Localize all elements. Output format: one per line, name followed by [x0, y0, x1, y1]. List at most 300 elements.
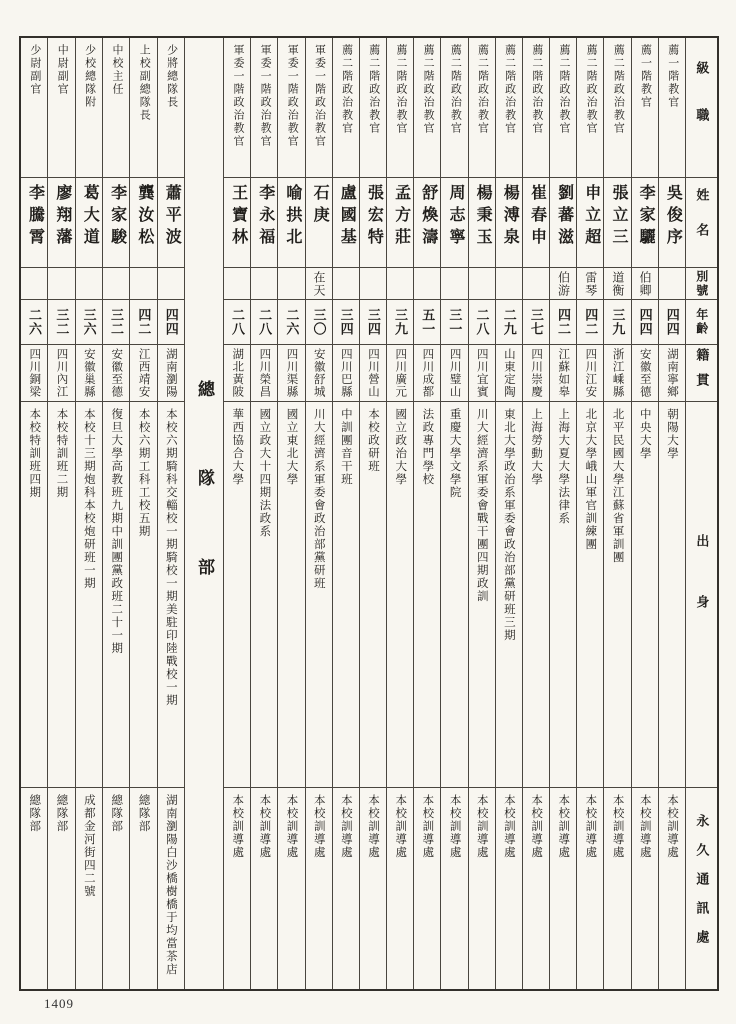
person-name: 盧國基 [338, 184, 356, 250]
origin-text-cell [158, 402, 184, 788]
alias-text-cell [306, 268, 332, 300]
age-text: 五一 [420, 308, 436, 336]
section-divider-cell [185, 38, 223, 989]
age-text: 三二 [109, 308, 124, 336]
header-rank [686, 38, 717, 178]
native-place-text: 湖北黃陂 [231, 348, 244, 398]
address-text-cell [659, 788, 685, 985]
rank-text: 薦二階政治教官 [585, 44, 598, 135]
person-name: 劉蕃滋 [555, 184, 573, 250]
header-address-label: 永久通訊處 [694, 814, 710, 959]
origin-text: 國立政治大學 [394, 408, 407, 486]
address-text: 本校訓導處 [638, 794, 651, 859]
person-name-cell [550, 178, 576, 268]
person-column [603, 38, 630, 989]
address-text-cell [550, 788, 576, 985]
native-place-text: 四川榮昌 [258, 348, 271, 398]
rank-text-cell [278, 38, 304, 178]
address-text: 本校訓導處 [312, 794, 325, 859]
person-name-cell [333, 178, 359, 268]
person-name-cell [577, 178, 603, 268]
origin-text-cell [604, 402, 630, 788]
age-text-cell [414, 300, 440, 345]
person-name-cell [414, 178, 440, 268]
origin-text-cell [550, 402, 576, 788]
address-text: 本校訓導處 [448, 794, 461, 859]
person-name: 楊溥泉 [501, 184, 519, 250]
native-place-text: 四川宜賓 [475, 348, 488, 398]
rank-text: 薦一階教官 [639, 44, 652, 109]
origin-text-cell [306, 402, 332, 788]
person-column [495, 38, 522, 989]
person-name-cell [632, 178, 658, 268]
alias-text: 伯卿 [638, 270, 653, 297]
origin-text-cell [76, 402, 102, 788]
native-place-text-cell [496, 345, 522, 402]
alias-text: 伯游 [556, 270, 571, 297]
origin-text-cell [523, 402, 549, 788]
native-place-text-cell [333, 345, 359, 402]
person-name-cell [76, 178, 102, 268]
address-text-cell [76, 788, 102, 985]
person-name-cell [604, 178, 630, 268]
native-place-text: 安徽舒城 [312, 348, 325, 398]
origin-text: 上海大夏大學法律系 [557, 408, 570, 525]
rank-text: 上校副總隊長 [138, 44, 151, 122]
rank-text: 薦二階政治教官 [367, 44, 380, 135]
address-text: 總隊部 [55, 794, 68, 833]
address-text: 本校訓導處 [665, 794, 678, 859]
origin-text: 本校政研班 [367, 408, 380, 473]
person-column [413, 38, 440, 989]
native-place-text-cell [577, 345, 603, 402]
native-place-text: 四川巴縣 [339, 348, 352, 398]
address-text-cell [278, 788, 304, 985]
age-text-cell [333, 300, 359, 345]
age-text-cell [306, 300, 332, 345]
alias-text: 雷琴 [583, 270, 598, 297]
rank-text-cell [659, 38, 685, 178]
address-text-cell [130, 788, 156, 985]
native-place-text: 安徽至德 [638, 348, 651, 398]
person-name: 申立超 [582, 184, 600, 250]
rank-text-cell [306, 38, 332, 178]
origin-text-cell [251, 402, 277, 788]
origin-text: 朝陽大學 [665, 408, 678, 460]
rank-text-cell [550, 38, 576, 178]
rank-text: 軍委一階政治教官 [313, 44, 326, 148]
rank-text-cell [76, 38, 102, 178]
person-column [576, 38, 603, 989]
rank-text-cell [333, 38, 359, 178]
header-age [686, 300, 717, 345]
origin-text: 東北大學政治系軍委會政治部黨研班三期 [502, 408, 515, 642]
native-place-text: 浙江嵊縣 [611, 348, 624, 398]
person-name: 舒煥濤 [419, 184, 437, 250]
origin-text-cell [48, 402, 74, 788]
address-text-cell [48, 788, 74, 985]
native-place-text-cell [441, 345, 467, 402]
person-column [522, 38, 549, 989]
person-column [359, 38, 386, 989]
native-place-text: 四川江安 [584, 348, 597, 398]
person-column [631, 38, 658, 989]
alias-text-cell [130, 268, 156, 300]
alias-text-cell [550, 268, 576, 300]
address-text: 本校訓導處 [421, 794, 434, 859]
origin-text: 川大經濟系軍委會戰干團四期政訓 [475, 408, 488, 603]
age-text: 三四 [338, 308, 354, 336]
person-name-cell [48, 178, 74, 268]
age-text-cell [632, 300, 658, 345]
origin-text: 本校特訓班二期 [55, 408, 68, 499]
native-place-text: 四川廣元 [394, 348, 407, 398]
age-text: 三二 [54, 308, 70, 336]
native-place-text-cell [21, 345, 47, 402]
origin-text-cell [333, 402, 359, 788]
alias-text-cell [48, 268, 74, 300]
address-text-cell [333, 788, 359, 985]
person-name-cell [158, 178, 184, 268]
person-name: 廖翔藩 [53, 184, 71, 250]
person-column [75, 38, 102, 989]
person-name: 孟方莊 [392, 184, 410, 250]
alias-text-cell [76, 268, 102, 300]
origin-text-cell [496, 402, 522, 788]
age-text-cell [130, 300, 156, 345]
rank-text: 少校總隊附 [83, 44, 96, 109]
age-text: 三九 [610, 308, 626, 336]
age-text-cell [76, 300, 102, 345]
rank-text-cell [414, 38, 440, 178]
address-text-cell [387, 788, 413, 985]
age-text: 四二 [556, 308, 572, 336]
native-place-text: 安徽至德 [110, 348, 123, 398]
native-place-text: 四川銅梁 [28, 348, 41, 398]
person-column [386, 38, 413, 989]
section-divider-column [184, 38, 223, 989]
address-text: 本校訓導處 [285, 794, 298, 859]
rank-text-cell [577, 38, 603, 178]
alias-text-cell [333, 268, 359, 300]
origin-text: 中訓團音干班 [339, 408, 352, 486]
native-place-text: 江蘇如皋 [557, 348, 570, 398]
age-text-cell [251, 300, 277, 345]
origin-text-cell [387, 402, 413, 788]
person-name-cell [306, 178, 332, 268]
person-column [305, 38, 332, 989]
address-text: 本校訓導處 [530, 794, 543, 859]
native-place-text-cell [414, 345, 440, 402]
age-text: 四二 [583, 308, 599, 336]
age-text-cell [48, 300, 74, 345]
person-name: 崔春申 [528, 184, 546, 250]
native-place-text-cell [76, 345, 102, 402]
rank-text-cell [21, 38, 47, 178]
person-name-cell [251, 178, 277, 268]
origin-text-cell [632, 402, 658, 788]
address-text-cell [523, 788, 549, 985]
person-name: 王寶林 [229, 184, 247, 250]
person-name-cell [130, 178, 156, 268]
origin-text: 國立東北大學 [285, 408, 298, 486]
origin-text-cell [414, 402, 440, 788]
address-text-cell [21, 788, 47, 985]
origin-text: 本校十三期炮科本校炮研班一期 [82, 408, 95, 590]
origin-text-cell [103, 402, 129, 788]
header-name-label: 姓名 [694, 187, 710, 258]
native-place-text-cell [278, 345, 304, 402]
rank-text: 薦二階政治教官 [340, 44, 353, 135]
address-text-cell [496, 788, 522, 985]
rank-text: 薦二階政治教官 [422, 44, 435, 135]
rank-text: 薦二階政治教官 [558, 44, 570, 135]
address-text: 本校訓導處 [502, 794, 515, 859]
person-name: 蕭平波 [163, 184, 181, 250]
person-column [223, 38, 250, 989]
address-text-cell [577, 788, 603, 985]
origin-text: 復旦大學高教班九期中訓團黨政班二十一期 [110, 408, 123, 655]
alias-text-cell [414, 268, 440, 300]
age-text-cell [577, 300, 603, 345]
origin-text: 本校特訓班四期 [28, 408, 41, 499]
alias-text: 道衡 [610, 270, 625, 297]
header-age-label: 年齡 [694, 308, 709, 336]
age-text: 三六 [81, 308, 97, 336]
address-text-cell [103, 788, 129, 985]
alias-text-cell [360, 268, 386, 300]
rank-text-cell [387, 38, 413, 178]
alias-text: 在天 [311, 270, 326, 297]
personnel-table [19, 36, 719, 991]
alias-text-cell [251, 268, 277, 300]
origin-text: 國立政大十四期法政系 [258, 408, 271, 538]
address-text-cell [441, 788, 467, 985]
native-place-text-cell [469, 345, 495, 402]
native-place-text: 四川內江 [55, 348, 68, 398]
address-text: 本校訓導處 [557, 794, 570, 859]
rank-text-cell [251, 38, 277, 178]
origin-text-cell [278, 402, 304, 788]
address-text: 本校訓導處 [394, 794, 407, 859]
person-column [102, 38, 129, 989]
native-place-text-cell [387, 345, 413, 402]
address-text: 本校訓導處 [367, 794, 380, 859]
address-text-cell [251, 788, 277, 985]
rank-text: 薦一階教官 [666, 44, 679, 109]
person-name: 李家驪 [637, 184, 655, 250]
person-name-cell [496, 178, 522, 268]
age-text-cell [278, 300, 304, 345]
age-text-cell [387, 300, 413, 345]
alias-text-cell [21, 268, 47, 300]
person-column [157, 38, 184, 989]
person-name: 葛大道 [81, 184, 99, 250]
address-text: 本校訓導處 [475, 794, 488, 859]
header-alias-label: 別號 [694, 269, 709, 298]
native-place-text: 四川璧山 [448, 348, 461, 398]
native-place-text-cell [659, 345, 685, 402]
person-name-cell [387, 178, 413, 268]
rank-text: 薦二階政治教官 [476, 44, 489, 135]
age-text: 四四 [637, 308, 653, 336]
person-column [440, 38, 467, 989]
native-place-text: 湖南寧鄉 [665, 348, 678, 398]
origin-text-cell [21, 402, 47, 788]
alias-text-cell [659, 268, 685, 300]
person-column [549, 38, 576, 989]
address-text: 本校訓導處 [611, 794, 624, 859]
rank-text-cell [158, 38, 184, 178]
rank-text-cell [523, 38, 549, 178]
rank-text: 軍委一階政治教官 [286, 44, 299, 148]
origin-text-cell [224, 402, 250, 788]
native-place-text-cell [632, 345, 658, 402]
header-native [686, 345, 717, 402]
header-origin [686, 402, 717, 788]
age-text: 二八 [229, 308, 245, 336]
age-text-cell [659, 300, 685, 345]
person-name: 李永福 [256, 184, 274, 250]
origin-text: 北平民國大學江蘇省軍訓團 [611, 408, 624, 564]
person-name-cell [360, 178, 386, 268]
origin-text-cell [469, 402, 495, 788]
rank-text-cell [632, 38, 658, 178]
rank-text: 中尉副官 [56, 44, 69, 96]
native-place-text-cell [360, 345, 386, 402]
native-place-text-cell [48, 345, 74, 402]
origin-text-cell [577, 402, 603, 788]
alias-text-cell [441, 268, 467, 300]
rank-text-cell [469, 38, 495, 178]
rank-text: 薦二階政治教官 [530, 44, 543, 135]
native-place-text-cell [158, 345, 184, 402]
person-column [47, 38, 74, 989]
rank-text-cell [130, 38, 156, 178]
headquarters-columns-group [21, 38, 184, 989]
rank-text: 薦二階政治教官 [503, 44, 516, 135]
age-text-cell [158, 300, 184, 345]
address-text-cell [224, 788, 250, 985]
age-text: 二九 [501, 308, 517, 336]
age-text: 二六 [26, 308, 42, 336]
alias-text-cell [577, 268, 603, 300]
person-name: 李騰霄 [26, 184, 44, 250]
age-text-cell [469, 300, 495, 345]
origin-text: 華西協合大學 [231, 408, 244, 486]
rank-text: 薦二階政治教官 [394, 44, 407, 135]
origin-text: 本校六期工科工校五期 [137, 408, 150, 538]
person-column [468, 38, 495, 989]
rank-text-cell [103, 38, 129, 178]
native-place-text-cell [306, 345, 332, 402]
age-text: 三四 [365, 308, 381, 336]
origin-text: 本校六期騎科交輜校一期騎校一期美駐印陸戰校一期 [164, 408, 177, 707]
section-divider-label: 總隊部 [194, 380, 214, 647]
native-place-text-cell [550, 345, 576, 402]
alias-text-cell [158, 268, 184, 300]
header-native-label: 籍貫 [694, 348, 710, 398]
person-column [21, 38, 47, 989]
rank-text-cell [224, 38, 250, 178]
rank-text: 少尉副官 [28, 44, 41, 96]
native-place-text: 湖南瀏陽 [164, 348, 177, 398]
origin-text: 上海勞動大學 [530, 408, 543, 486]
native-place-text-cell [251, 345, 277, 402]
age-text: 四二 [136, 308, 152, 336]
age-text-cell [441, 300, 467, 345]
native-place-text: 四川崇慶 [530, 348, 543, 398]
person-name-cell [103, 178, 129, 268]
age-text-cell [496, 300, 522, 345]
address-text-cell [469, 788, 495, 985]
origin-text-cell [130, 402, 156, 788]
alias-text-cell [278, 268, 304, 300]
alias-text-cell [604, 268, 630, 300]
header-origin-label: 出身 [694, 533, 710, 656]
person-name: 李家駿 [108, 184, 126, 250]
age-text-cell [224, 300, 250, 345]
rank-text: 軍委一階政治教官 [259, 44, 272, 148]
origin-text: 北京大學峨山軍官訓練團 [584, 408, 597, 551]
rank-text-cell [604, 38, 630, 178]
address-text-cell [360, 788, 386, 985]
person-name-cell [224, 178, 250, 268]
age-text: 三九 [393, 308, 409, 336]
person-name-cell [278, 178, 304, 268]
address-text: 總隊部 [137, 794, 150, 833]
person-name-cell [469, 178, 495, 268]
address-text-cell [604, 788, 630, 985]
alias-text-cell [632, 268, 658, 300]
address-text: 成都金河街四二號 [82, 794, 95, 898]
person-column [129, 38, 156, 989]
rank-text-cell [48, 38, 74, 178]
native-place-text: 四川營山 [367, 348, 380, 398]
alias-text-cell [224, 268, 250, 300]
address-text: 本校訓導處 [231, 794, 244, 859]
address-text-cell [306, 788, 332, 985]
origin-text: 川大經濟系軍委會政治部黨研班 [312, 408, 325, 590]
address-text: 總隊部 [28, 794, 41, 833]
header-name [686, 178, 717, 268]
age-text-cell [21, 300, 47, 345]
person-column [250, 38, 277, 989]
age-text: 三一 [447, 308, 463, 336]
rank-text-cell [441, 38, 467, 178]
alias-text-cell [496, 268, 522, 300]
field-header-column [685, 38, 717, 989]
origin-text-cell [659, 402, 685, 788]
native-place-text: 四川渠縣 [285, 348, 298, 398]
age-text: 二六 [284, 308, 300, 336]
person-name: 張立三 [609, 184, 627, 250]
header-address [686, 788, 717, 985]
instructors-columns-group [223, 38, 685, 989]
native-place-text-cell [130, 345, 156, 402]
alias-text-cell [387, 268, 413, 300]
page-number: 1409 [44, 996, 74, 1011]
native-place-text: 安徽巢縣 [82, 348, 95, 398]
origin-text: 重慶大學文學院 [448, 408, 461, 499]
origin-text-cell [360, 402, 386, 788]
age-text: 二八 [474, 308, 490, 336]
native-place-text: 江西靖安 [137, 348, 150, 398]
rank-text: 少將總隊長 [165, 44, 178, 109]
age-text-cell [360, 300, 386, 345]
age-text-cell [604, 300, 630, 345]
address-text: 本校訓導處 [339, 794, 352, 859]
